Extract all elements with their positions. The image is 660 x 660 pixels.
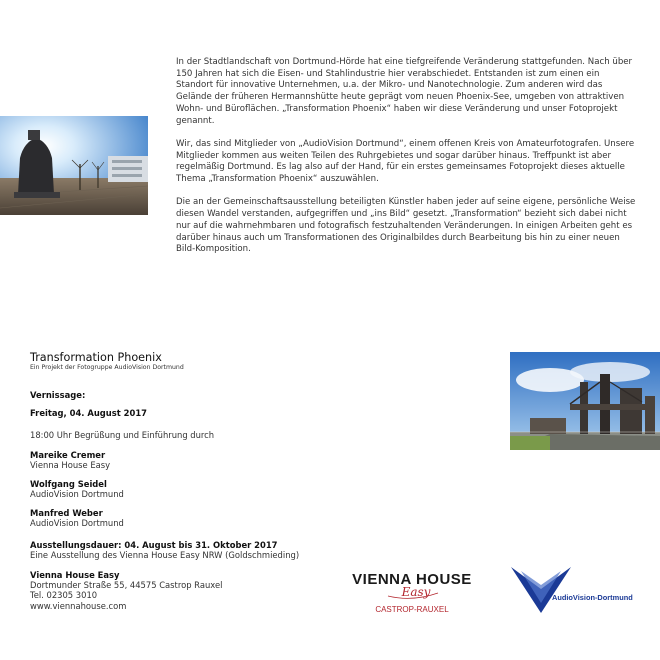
duration-note: Eine Ausstellung des Vienna House Easy NRW (Goldschmieding) — [30, 550, 300, 561]
intro-paragraph-2: Wir, das sind Mitglieder von „AudioVision Dortmund“, einem offenen Kreis von Amateurfotografen. Unsere Mitglieder kommen aus weiten Teilen des Ruhrgebietes und sogar darüber hinaus. Treffpunkt ist aber regelmäßig Dortmund. Es lag also auf der Hand, für ein erstes gemeinsames Fotoprojekt dieses aktuelle Thema „Transformation Phoenix“ auszuwählen. — [176, 138, 635, 185]
exhibition-title: Transformation Phoenix — [30, 351, 162, 364]
intro-paragraph-3: Die an der Gemeinschaftsausstellung beteiligten Künstler haben jeder auf seine eigene, persönliche Weise diesen Wandel verstanden, aufgegriffen und „ins Bild“ gesetzt. „Transformation“ bezieht sich dabei nicht nur auf die wahrnehmbaren und fotografisch festzuhaltenden Veränderungen. In einigen Arbeiten geht es darüber hinaus auch um Transformationen des Originalbildes durch Bearbeitung bis hin zu einer neuen Bild-Komposition. — [176, 197, 636, 255]
speaker-name: Manfred Weber — [30, 508, 103, 518]
speaker-org: AudioVision Dortmund — [30, 489, 124, 500]
photo-phoenix-plaza — [0, 116, 148, 215]
audiovision-wordmark: AudioVision-Dortmund — [552, 593, 633, 602]
vernissage-date: Freitag, 04. August 2017 — [30, 408, 147, 418]
vienna-house-wordmark: VIENNA HOUSE — [352, 571, 472, 588]
venue-phone: Tel. 02305 3010 — [30, 590, 98, 601]
intro-paragraph-1: In der Stadtlandschaft von Dortmund-Hörde hat eine tiefgreifende Veränderung stattgefunden. Nach über 150 Jahren hat sich die Eisen- und Stahlindustrie hier verabschiedet. Entstanden ist zum einen ein Standort für innovative Unternehmen, u.a. der Mikro- und Nanotechnologie. Zum anderen wird das Gelände der früheren Hermannshütte heute geprägt vom neuen Phoenix-See, umgeben von attraktiven Wohn- und Büroflächen. „Transformation Phoenix“ haben wir diese Veränderung und unser Fotoprojekt genannt. — [176, 57, 633, 126]
speaker-1 — [30, 450, 110, 470]
audiovision-logo — [507, 563, 641, 615]
venue-address — [30, 570, 222, 611]
vienna-house-logo — [346, 566, 478, 616]
speaker-3 — [30, 508, 124, 528]
venue-street: Dortmunder Straße 55, 44575 Castrop Rauxel — [30, 580, 223, 591]
speaker-name: Wolfgang Seidel — [30, 479, 107, 489]
speaker-org: AudioVision Dortmund — [30, 518, 124, 529]
speaker-org: Vienna House Easy — [30, 460, 111, 471]
vienna-house-script: Easy — [401, 585, 431, 599]
intro-text — [176, 57, 638, 268]
duration-dates: Ausstellungsdauer: 04. August bis 31. Oktober 2017 — [30, 540, 278, 550]
venue-website: www.viennahouse.com — [30, 600, 127, 611]
program-line: 18:00 Uhr Begrüßung und Einführung durch — [30, 430, 215, 440]
speaker-name: Mareike Cremer — [30, 450, 106, 460]
photo-blast-furnace — [510, 352, 660, 450]
venue-name: Vienna House Easy — [30, 570, 120, 580]
exhibition-subtitle: Ein Projekt der Fotogruppe AudioVision Dortmund — [30, 364, 184, 371]
vernissage-label: Vernissage: — [30, 390, 86, 400]
exhibition-duration — [30, 540, 299, 560]
speaker-2 — [30, 479, 124, 499]
vienna-house-city: CASTROP-RAUXEL — [375, 605, 449, 614]
